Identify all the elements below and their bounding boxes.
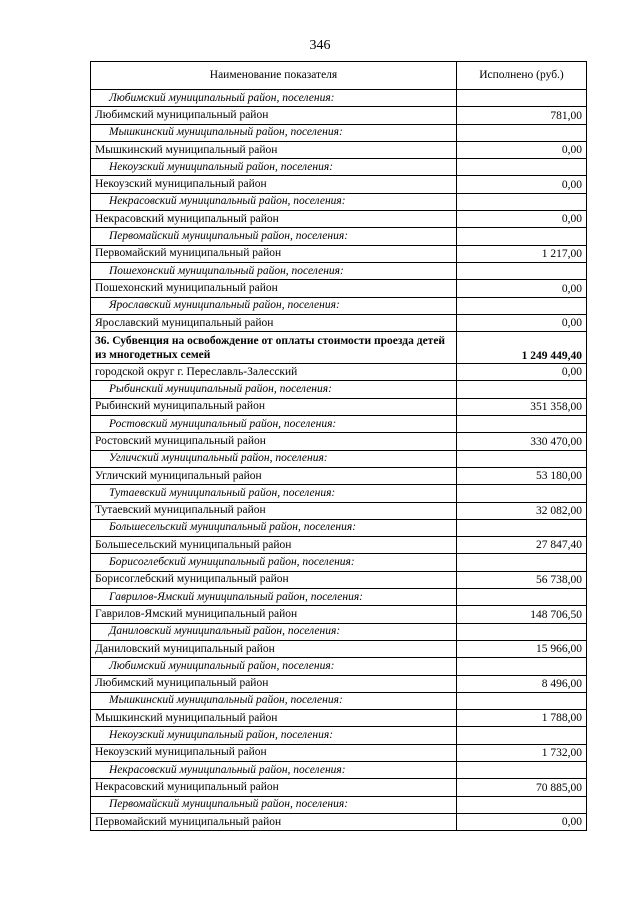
indicator-name-cell: Большесельский муниципальный район: [91, 537, 457, 554]
executed-amount-cell: [457, 159, 587, 176]
executed-amount-cell: 0,00: [457, 280, 587, 297]
executed-amount-cell: [457, 90, 587, 107]
subheading-row: [91, 658, 587, 675]
executed-amount-cell: [457, 262, 587, 279]
report-table: [90, 61, 587, 831]
subheading-row: [91, 124, 587, 141]
subheading-row: [91, 262, 587, 279]
indicator-name-cell: Некоузский муниципальный район, поселения:: [91, 727, 457, 744]
executed-amount-cell: 0,00: [457, 141, 587, 158]
subheading-row: [91, 761, 587, 778]
indicator-name-cell: городской округ г. Переславль-Залесский: [91, 364, 457, 381]
indicator-name-cell: Рыбинский муниципальный район, поселения:: [91, 381, 457, 398]
table-row: [91, 571, 587, 588]
executed-amount-cell: 781,00: [457, 107, 587, 124]
subheading-row: [91, 692, 587, 709]
subheading-row: [91, 450, 587, 467]
executed-amount-cell: 0,00: [457, 314, 587, 331]
table-row: [91, 537, 587, 554]
executed-amount-cell: 70 885,00: [457, 779, 587, 796]
subheading-row: [91, 554, 587, 571]
subheading-row: [91, 727, 587, 744]
table-row: [91, 107, 587, 124]
subheading-row: [91, 193, 587, 210]
indicator-name-cell: Первомайский муниципальный район: [91, 813, 457, 830]
indicator-name-cell: Ярославский муниципальный район, поселения:: [91, 297, 457, 314]
table-row: [91, 280, 587, 297]
subheading-row: [91, 159, 587, 176]
subheading-row: [91, 485, 587, 502]
indicator-name-cell: Угличский муниципальный район, поселения:: [91, 450, 457, 467]
header-executed-amount: Исполнено (руб.): [457, 62, 587, 90]
executed-amount-cell: [457, 761, 587, 778]
table-row: [91, 779, 587, 796]
table-row: [91, 710, 587, 727]
indicator-name-cell: Первомайский муниципальный район: [91, 245, 457, 262]
executed-amount-cell: 32 082,00: [457, 502, 587, 519]
indicator-name-cell: Первомайский муниципальный район, поселения:: [91, 796, 457, 813]
table-row: [91, 176, 587, 193]
indicator-name-cell: Некрасовский муниципальный район, поселения:: [91, 761, 457, 778]
section-row: [91, 332, 587, 364]
executed-amount-cell: 0,00: [457, 813, 587, 830]
indicator-name-cell: Угличский муниципальный район: [91, 467, 457, 484]
table-row: [91, 314, 587, 331]
indicator-name-cell: Борисоглебский муниципальный район: [91, 571, 457, 588]
table-row: [91, 364, 587, 381]
indicator-name-cell: Некоузский муниципальный район: [91, 744, 457, 761]
table-row: [91, 744, 587, 761]
indicator-name-cell: Рыбинский муниципальный район: [91, 398, 457, 415]
indicator-name-cell: Любимский муниципальный район: [91, 107, 457, 124]
subheading-row: [91, 381, 587, 398]
indicator-name-cell: Некоузский муниципальный район: [91, 176, 457, 193]
executed-amount-cell: 1 788,00: [457, 710, 587, 727]
executed-amount-cell: [457, 193, 587, 210]
executed-amount-cell: 15 966,00: [457, 640, 587, 657]
subheading-row: [91, 796, 587, 813]
table-row: [91, 502, 587, 519]
indicator-name-cell: Пошехонский муниципальный район: [91, 280, 457, 297]
indicator-name-cell: Гаврилов-Ямский муниципальный район, поселения:: [91, 589, 457, 606]
indicator-name-cell: Большесельский муниципальный район, поселения:: [91, 519, 457, 536]
executed-amount-cell: 351 358,00: [457, 398, 587, 415]
executed-amount-cell: [457, 658, 587, 675]
executed-amount-cell: [457, 381, 587, 398]
indicator-name-cell: Мышкинский муниципальный район, поселения:: [91, 692, 457, 709]
executed-amount-cell: 1 732,00: [457, 744, 587, 761]
executed-amount-cell: 0,00: [457, 176, 587, 193]
executed-amount-cell: [457, 519, 587, 536]
table-body: [91, 90, 587, 831]
subheading-row: [91, 228, 587, 245]
indicator-name-cell: Мышкинский муниципальный район, поселения:: [91, 124, 457, 141]
indicator-name-cell: Любимский муниципальный район, поселения:: [91, 658, 457, 675]
executed-amount-cell: 56 738,00: [457, 571, 587, 588]
executed-amount-cell: [457, 416, 587, 433]
subheading-row: [91, 297, 587, 314]
indicator-name-cell: Некрасовский муниципальный район: [91, 211, 457, 228]
subheading-row: [91, 416, 587, 433]
executed-amount-cell: 0,00: [457, 211, 587, 228]
executed-amount-cell: [457, 727, 587, 744]
indicator-name-cell: Некрасовский муниципальный район, поселения:: [91, 193, 457, 210]
table-row: [91, 640, 587, 657]
executed-amount-cell: 53 180,00: [457, 467, 587, 484]
indicator-name-cell: Даниловский муниципальный район, поселения:: [91, 623, 457, 640]
executed-amount-cell: [457, 589, 587, 606]
table-row: [91, 675, 587, 692]
executed-amount-cell: [457, 623, 587, 640]
indicator-name-cell: Тутаевский муниципальный район: [91, 502, 457, 519]
executed-amount-cell: 1 217,00: [457, 245, 587, 262]
indicator-name-cell: Любимский муниципальный район: [91, 675, 457, 692]
indicator-name-cell: Гаврилов-Ямский муниципальный район: [91, 606, 457, 623]
subheading-row: [91, 623, 587, 640]
header-row: [91, 62, 587, 90]
executed-amount-cell: [457, 692, 587, 709]
executed-amount-cell: [457, 297, 587, 314]
table-row: [91, 141, 587, 158]
indicator-name-cell: Любимский муниципальный район, поселения:: [91, 90, 457, 107]
executed-amount-cell: [457, 485, 587, 502]
indicator-name-cell: Ярославский муниципальный район: [91, 314, 457, 331]
executed-amount-cell: 0,00: [457, 364, 587, 381]
executed-amount-cell: [457, 796, 587, 813]
subheading-row: [91, 519, 587, 536]
executed-amount-cell: 1 249 449,40: [457, 332, 587, 364]
indicator-name-cell: Пошехонский муниципальный район, поселения:: [91, 262, 457, 279]
table-row: [91, 467, 587, 484]
table-row: [91, 433, 587, 450]
table-row: [91, 211, 587, 228]
subheading-row: [91, 90, 587, 107]
indicator-name-cell: Некоузский муниципальный район, поселения:: [91, 159, 457, 176]
indicator-name-cell: Даниловский муниципальный район: [91, 640, 457, 657]
indicator-name-cell: Первомайский муниципальный район, поселения:: [91, 228, 457, 245]
indicator-name-cell: Мышкинский муниципальный район: [91, 710, 457, 727]
executed-amount-cell: [457, 124, 587, 141]
indicator-name-cell: Ростовский муниципальный район: [91, 433, 457, 450]
executed-amount-cell: [457, 554, 587, 571]
header-indicator-name: Наименование показателя: [91, 62, 457, 90]
executed-amount-cell: [457, 228, 587, 245]
page-number: 346: [309, 38, 331, 53]
executed-amount-cell: 330 470,00: [457, 433, 587, 450]
table-header: [91, 62, 587, 90]
indicator-name-cell: Мышкинский муниципальный район: [91, 141, 457, 158]
table-row: [91, 245, 587, 262]
indicator-name-cell: Ростовский муниципальный район, поселения:: [91, 416, 457, 433]
executed-amount-cell: 148 706,50: [457, 606, 587, 623]
table-row: [91, 813, 587, 830]
executed-amount-cell: 8 496,00: [457, 675, 587, 692]
subheading-row: [91, 589, 587, 606]
indicator-name-cell: Борисоглебский муниципальный район, поселения:: [91, 554, 457, 571]
executed-amount-cell: [457, 450, 587, 467]
table-row: [91, 606, 587, 623]
indicator-name-cell: 36. Субвенция на освобождение от оплаты стоимости проезда детей из многодетных семей: [91, 332, 457, 364]
indicator-name-cell: Тутаевский муниципальный район, поселения:: [91, 485, 457, 502]
executed-amount-cell: 27 847,40: [457, 537, 587, 554]
indicator-name-cell: Некрасовский муниципальный район: [91, 779, 457, 796]
table-row: [91, 398, 587, 415]
